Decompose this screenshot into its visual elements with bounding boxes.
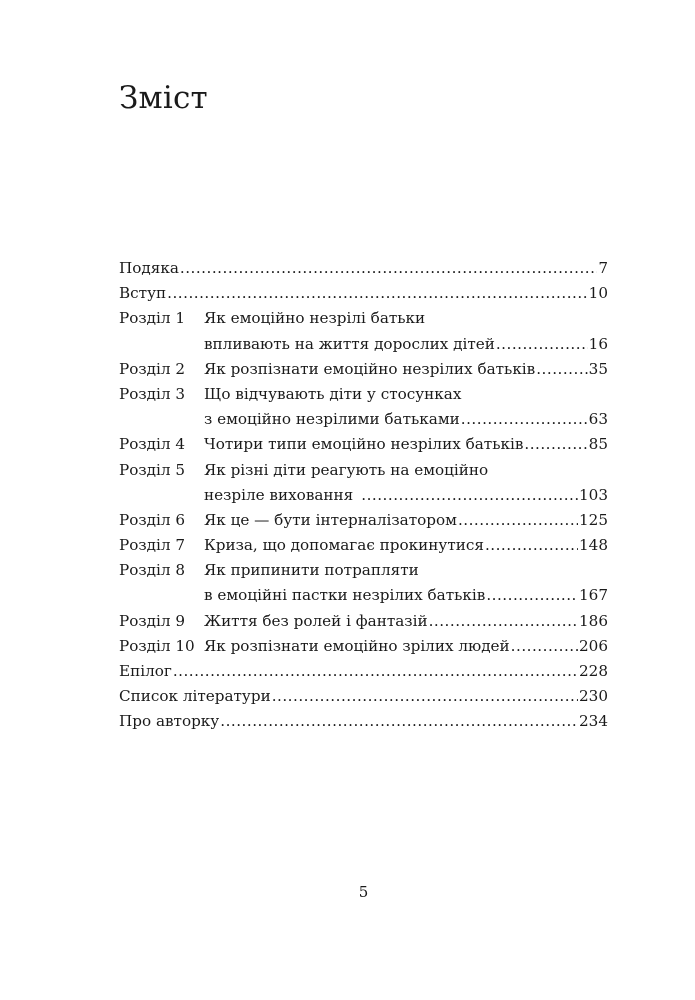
chapter-label: Розділ 10 xyxy=(119,636,195,655)
dot-leader xyxy=(167,281,588,306)
toc-entry-title: Епілог xyxy=(119,662,172,680)
dot-leader xyxy=(536,357,587,382)
dot-leader xyxy=(361,483,578,508)
toc-entry-page: 234 xyxy=(579,712,608,731)
toc-entry[interactable] xyxy=(119,508,608,533)
toc-entry-title: Як це — бути інтерналізатором xyxy=(204,510,457,529)
toc-entry-title: Список літератури xyxy=(119,687,271,706)
toc-entry[interactable] xyxy=(119,357,608,382)
toc-entry-title: незріле виховання xyxy=(204,485,354,504)
toc-entry-title: Як різні діти реагують на емоційно xyxy=(204,460,489,479)
toc-entry[interactable] xyxy=(119,458,608,483)
toc-entry-page: 16 xyxy=(588,334,608,353)
toc-entry-page: 125 xyxy=(579,510,608,529)
toc-entry[interactable] xyxy=(119,558,608,583)
toc-entry-page: 10 xyxy=(588,284,608,303)
dot-leader xyxy=(511,634,578,659)
toc-entry-page: 63 xyxy=(588,410,608,429)
toc-entry-page: 148 xyxy=(579,536,608,555)
toc-entry-title: Життя без ролей і фантазій xyxy=(204,611,428,630)
toc-entry-continuation[interactable] xyxy=(119,407,608,432)
toc-entry[interactable] xyxy=(119,634,608,659)
toc-entry-continuation[interactable] xyxy=(119,483,608,508)
toc-entry-title: Як розпізнати емоційно зрілих людей xyxy=(204,636,510,655)
toc-entry[interactable] xyxy=(119,382,608,407)
toc-entry[interactable] xyxy=(119,281,608,306)
toc-entry-page: 103 xyxy=(579,485,608,504)
dot-leader xyxy=(173,659,578,684)
toc-entry-title: Криза, що допомагає прокинутися xyxy=(204,536,484,555)
chapter-label: Розділ 5 xyxy=(119,460,185,479)
table-of-contents xyxy=(119,256,608,735)
page-number: 5 xyxy=(358,883,369,901)
dot-leader xyxy=(272,684,578,709)
toc-entry[interactable] xyxy=(119,533,608,558)
toc-entry-page: 206 xyxy=(579,636,608,655)
toc-entry-title: впливають на життя дорослих дітей xyxy=(204,334,495,353)
toc-entry-title: Як емоційно незрілі батьки xyxy=(204,309,426,328)
chapter-label: Розділ 8 xyxy=(119,561,185,580)
dot-leader xyxy=(496,332,588,357)
dot-leader xyxy=(461,407,588,432)
toc-entry-page: 230 xyxy=(579,687,608,706)
chapter-label: Розділ 7 xyxy=(119,536,185,555)
dot-leader xyxy=(429,609,578,634)
chapter-label: Розділ 4 xyxy=(119,435,185,454)
toc-entry-title: Чотири типи емоційно незрілих батьків xyxy=(204,435,524,454)
chapter-label: Розділ 2 xyxy=(119,359,185,378)
toc-entry[interactable] xyxy=(119,659,608,684)
toc-entry-page: 186 xyxy=(579,611,608,630)
page-title: Зміст xyxy=(119,80,208,116)
toc-entry[interactable] xyxy=(119,432,608,457)
toc-entry[interactable] xyxy=(119,709,608,734)
chapter-label: Розділ 9 xyxy=(119,611,185,630)
dot-leader xyxy=(524,432,587,457)
dot-leader xyxy=(485,533,578,558)
toc-entry-title: Вступ xyxy=(119,284,167,303)
toc-entry[interactable] xyxy=(119,256,608,281)
chapter-label: Розділ 1 xyxy=(119,309,185,328)
toc-entry-page: 167 xyxy=(579,586,608,605)
chapter-label: Розділ 3 xyxy=(119,384,185,403)
toc-entry-continuation[interactable] xyxy=(119,332,608,357)
toc-entry-page: 35 xyxy=(588,359,608,378)
toc-entry-title: з емоційно незрілими батьками xyxy=(204,410,460,429)
toc-entry-title: Як припинити потрапляти xyxy=(204,561,419,580)
toc-entry-page: 228 xyxy=(579,662,608,680)
dot-leader xyxy=(180,256,597,281)
toc-entry-title: Як розпізнати емоційно незрілих батьків xyxy=(204,359,536,378)
toc-entry-title: Подяка xyxy=(119,259,179,277)
toc-entry-title: Що відчувають діти у стосунках xyxy=(204,384,462,403)
toc-entry-continuation[interactable] xyxy=(119,583,608,608)
toc-entry[interactable] xyxy=(119,306,608,331)
chapter-label: Розділ 6 xyxy=(119,510,185,529)
dot-leader xyxy=(220,709,578,734)
toc-entry[interactable] xyxy=(119,609,608,634)
toc-entry-title: Про авторку xyxy=(119,712,220,731)
dot-leader xyxy=(458,508,578,533)
toc-entry-page: 85 xyxy=(588,435,608,454)
toc-entry[interactable] xyxy=(119,684,608,709)
dot-leader xyxy=(486,583,578,608)
toc-entry-title: в емоційні пастки незрілих батьків xyxy=(204,586,486,605)
toc-entry-page: 7 xyxy=(598,259,608,277)
